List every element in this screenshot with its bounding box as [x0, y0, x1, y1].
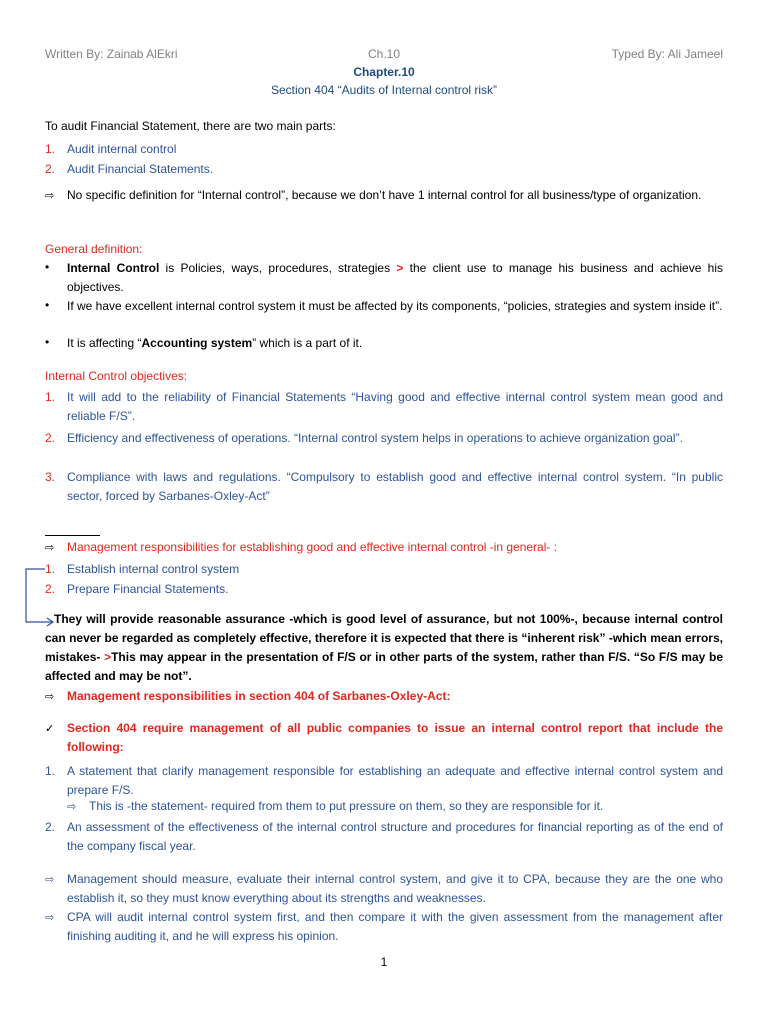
list-text: Compliance with laws and regulations. “Compulsory to establish good and effective internal control system. “In public sector, forced by Sarbanes-Oxley-Act”	[67, 470, 723, 503]
general-def-bullet-3: It is affecting “Accounting system” which is a part of it.	[67, 336, 363, 350]
no-definition-note	[45, 186, 723, 206]
list-text: A statement that clarify management responsible for establishing an adequate and effective internal control system and prepare F/S.	[67, 764, 723, 797]
bullet-icon: •	[45, 260, 50, 274]
arrow-icon: ⇨	[67, 801, 77, 813]
list-text: Establish internal control system	[67, 562, 240, 576]
objectives-heading: Internal Control objectives:	[45, 369, 188, 383]
section-title: Section 404 “Audits of Internal control risk”	[270, 83, 498, 97]
general-def-bullet-2: If we have excellent internal control system it must be affected by its components, “policies, strategies and system inside it”.	[67, 299, 723, 313]
list-text: Prepare Financial Statements.	[67, 582, 229, 596]
objective-item-3	[45, 468, 723, 503]
part-item-1	[45, 140, 723, 159]
list-text: An assessment of the effectiveness of the internal control structure and procedures for financial reporting as of the end of the company fiscal year.	[67, 820, 723, 853]
mgmt-general-item-1	[45, 560, 723, 579]
reasonable-assurance-paragraph: They will provide reasonable assurance -which is good level of assurance, but not 100%-, because internal control can never be regarded as completely effective, therefore it is expected that there is “inherent risk” -which mean errors, mistakes- >This may appear in the presentation of F/S or in other parts of the system, rather than F/S. “So F/S may be affected and may be not”.	[45, 612, 723, 683]
header-typist: Typed By: Ali Jameel	[611, 47, 723, 61]
list-number: 1.	[45, 142, 56, 156]
mgmt-general-item-2	[45, 580, 723, 599]
bullet-icon: •	[45, 335, 50, 349]
objective-item-1	[45, 388, 723, 423]
page-number: 1	[380, 955, 388, 969]
mgmt-general-heading: ⇨ Management responsibilities for establishing good and effective internal control -in general- :	[45, 538, 723, 558]
management-measure-note: ⇨ Management should measure, evaluate their internal control system, and give it to CPA, because they are the one who establish it, so they must know everything about its strengths and weaknesses.	[45, 872, 723, 905]
arrow-icon: ⇨	[45, 912, 55, 924]
list-number: 3.	[45, 470, 56, 484]
arrow-icon: ⇨	[45, 874, 55, 886]
list-text: Audit internal control	[67, 142, 177, 156]
note-text: No specific definition for “Internal control”, because we don’t have 1 internal control for all business/type of organization.	[67, 188, 702, 202]
list-text: Efficiency and effectiveness of operations. “Internal control system helps in operations to achieve organization goal”.	[67, 431, 683, 445]
list-number: 2.	[45, 431, 56, 445]
cpa-audit-note: ⇨ CPA will audit internal control system first, and then compare it with the given assessment from the management after finishing auditing it, and he will express his opinion.	[45, 910, 723, 943]
statement-sub-note: ⇨ This is -the statement- required from them to put pressure on them, so they are responsible for it.	[67, 797, 723, 817]
list-number: 1.	[45, 390, 56, 404]
report-item-2	[45, 818, 723, 853]
list-number: 2.	[45, 820, 56, 834]
check-icon: ✓	[45, 723, 55, 735]
section-404-requirement: ✓ Section 404 require management of all public companies to issue an internal control report that include the following:	[45, 721, 723, 754]
chapter-title: Chapter.10	[353, 65, 415, 79]
arrow-icon: ⇨	[45, 190, 55, 202]
arrow-icon: ⇨	[45, 691, 55, 703]
part-item-2	[45, 160, 723, 179]
bullet-icon: •	[45, 298, 50, 312]
list-number: 1.	[45, 562, 56, 576]
list-number: 2.	[45, 162, 56, 176]
general-definition-heading: General definition:	[45, 242, 143, 256]
mgmt-404-heading: ⇨ Management responsibilities in section 404 of Sarbanes-Oxley-Act:	[45, 687, 723, 707]
report-item-1	[45, 762, 723, 797]
list-number: 2.	[45, 582, 56, 596]
list-number: 1.	[45, 764, 56, 778]
general-def-bullet-1: Internal Control is Policies, ways, procedures, strategies > the client use to manage his business and achieve his objectives.	[67, 261, 724, 294]
separator-line	[45, 535, 100, 536]
list-text: Audit Financial Statements.	[67, 162, 214, 176]
list-text: It will add to the reliability of Financial Statements “Having good and effective internal control system mean good and reliable F/S”.	[67, 390, 723, 423]
intro-text: To audit Financial Statement, there are two main parts:	[45, 119, 336, 133]
arrow-icon: ⇨	[45, 542, 55, 554]
objective-item-2	[45, 429, 723, 448]
header-author: Written By: Zainab AlEkri	[45, 47, 178, 61]
header-chapter: Ch.10	[368, 47, 401, 61]
